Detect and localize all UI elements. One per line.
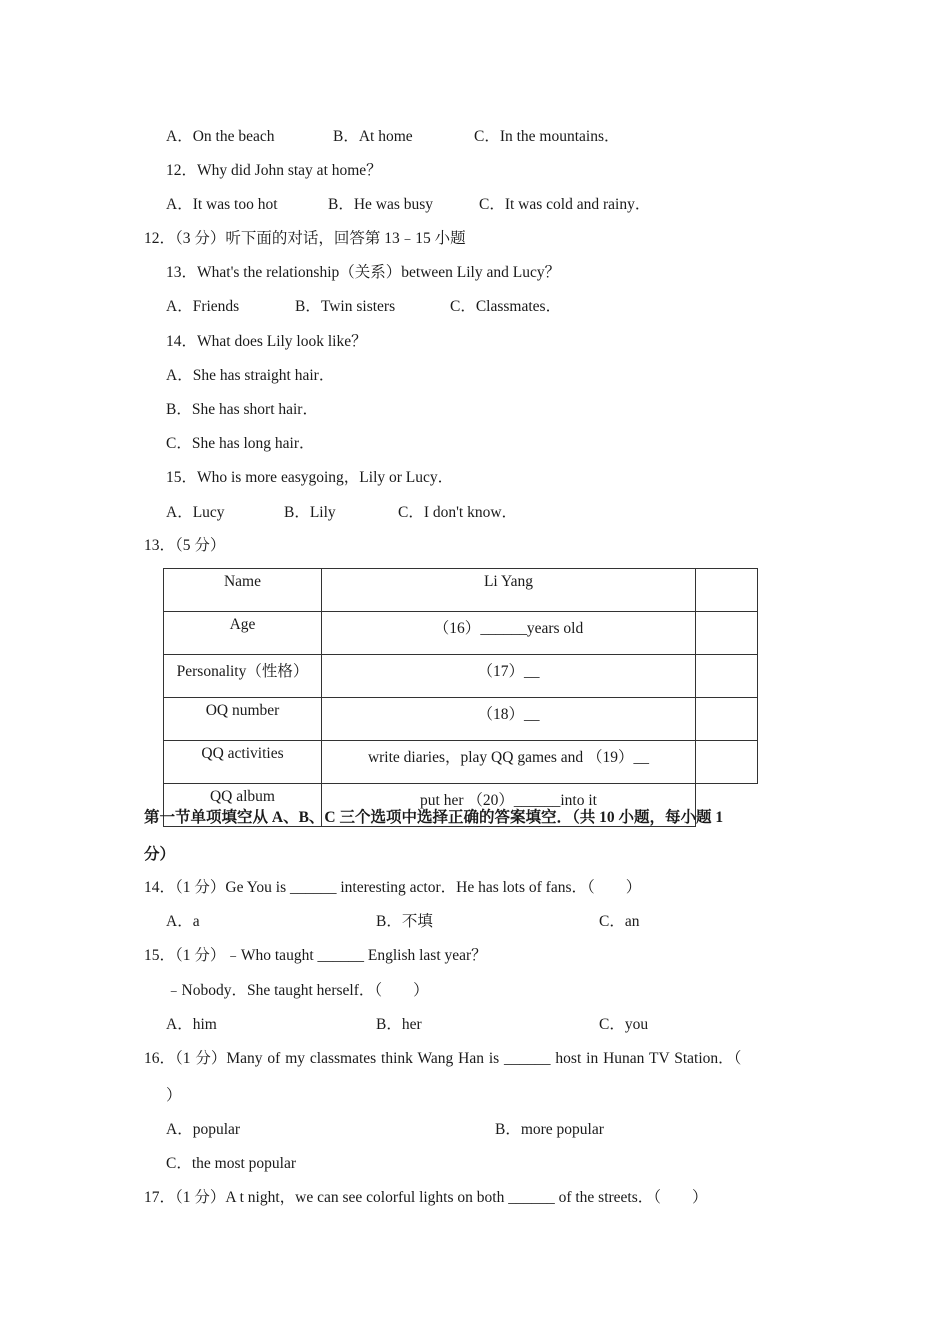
- q11-option-a: A．On the beach: [166, 128, 275, 145]
- table-cell-empty: [696, 655, 758, 698]
- q14-option-b: B．不填: [376, 913, 433, 930]
- table-cell-value: Li Yang: [322, 569, 696, 612]
- table-row: [164, 612, 758, 655]
- q14-option-a: A．a: [166, 913, 200, 930]
- q16-question: 16．（1 分）Many of my classmates think Wang Han is ______ host in Hunan TV Station．（: [144, 1050, 742, 1067]
- q15-option-c: C．you: [599, 1016, 649, 1033]
- table-cell-label: QQ activities: [164, 741, 322, 784]
- table-cell-label: OQ number: [164, 698, 322, 741]
- table-cell-label: QQ album: [164, 784, 322, 827]
- q14-option-c: C．an: [599, 913, 640, 930]
- blank-number: （17）: [477, 663, 524, 680]
- table-cell-empty: [696, 612, 758, 655]
- table-cell-value: [322, 741, 696, 784]
- q14-question: 14．（1 分）Ge You is ______ interesting actor．He has lots of fans．（ ）: [144, 879, 642, 896]
- info-table: [163, 568, 758, 827]
- q16-option-a: A．popular: [166, 1121, 241, 1138]
- q14-sub-option-b: B．She has short hair．: [166, 401, 318, 418]
- answer-blank: __: [524, 663, 540, 680]
- q15-response: ﹣Nobody．She taught herself．（ ）: [166, 982, 429, 999]
- answer-blank: ______: [480, 620, 527, 637]
- q14-sub-question: 14．What does Lily look like？: [166, 333, 367, 350]
- blank-number: （18）: [477, 706, 524, 723]
- table-cell-empty: [696, 569, 758, 612]
- q13-sub-option-c: C．Classmates．: [450, 298, 562, 315]
- table-cell-value: [322, 655, 696, 698]
- q12-sub-option-c: C．It was cold and rainy．: [479, 196, 651, 213]
- table-row: [164, 741, 758, 784]
- q12-sub-option-a: A．It was too hot: [166, 196, 278, 213]
- q12-sub-question: 12．Why did John stay at home？: [166, 162, 382, 179]
- q12-sub-option-b: B．He was busy: [328, 196, 434, 213]
- table-cell-label: Name: [164, 569, 322, 612]
- q15-sub-option-c: C．I don't know．: [398, 504, 518, 521]
- q15-sub-question: 15．Who is more easygoing，Lily or Lucy．: [166, 469, 454, 486]
- table-cell-empty: [696, 698, 758, 741]
- q16-option-c: C．the most popular: [166, 1155, 297, 1172]
- blank-number: put her （20）: [420, 792, 514, 809]
- table-cell-value: [322, 698, 696, 741]
- table-row: [164, 655, 758, 698]
- table-cell-value: [322, 612, 696, 655]
- table-cell-empty: [696, 741, 758, 784]
- value-suffix: years old: [526, 620, 584, 637]
- answer-blank: __: [524, 706, 540, 723]
- table-cell-label: Age: [164, 612, 322, 655]
- table-cell-label: Personality（性格）: [164, 655, 322, 698]
- value-suffix: into it: [560, 792, 597, 809]
- q13-sub-option-a: A．Friends: [166, 298, 240, 315]
- q13-sub-question: 13．What's the relationship（关系）between Lily and Lucy？: [166, 264, 561, 281]
- q13-sub-option-b: B．Twin sisters: [295, 298, 396, 315]
- answer-blank: ______: [513, 792, 561, 809]
- blank-number: （16）: [433, 620, 481, 637]
- answer-blank: __: [633, 749, 650, 766]
- table-row: [164, 698, 758, 741]
- q15-option-a: A．him: [166, 1016, 217, 1033]
- q15-sub-option-a: A．Lucy: [166, 504, 225, 521]
- section-title-continued: 分）: [144, 846, 176, 863]
- q16-option-b: B．more popular: [495, 1121, 604, 1138]
- blank-number: write diaries，play QQ games and （19）: [367, 749, 634, 766]
- q11-option-b: B．At home: [333, 128, 413, 145]
- q14-sub-option-a: A．She has straight hair．: [166, 367, 335, 384]
- q14-sub-option-c: C．She has long hair．: [166, 435, 315, 452]
- table-row: [164, 569, 758, 612]
- q12-header: 12．（3 分）听下面的对话，回答第 13﹣15 小题: [144, 230, 466, 247]
- q17-question: 17．（1 分）A t night，we can see colorful lights on both ______ of the streets．（ ）: [144, 1189, 708, 1206]
- q15-option-b: B．her: [376, 1016, 422, 1033]
- q11-option-c: C．In the mountains．: [474, 128, 620, 145]
- q15-sub-option-b: B．Lily: [284, 504, 336, 521]
- q13-header: 13．（5 分）: [144, 537, 226, 554]
- q16-close-paren: ）: [166, 1087, 182, 1104]
- section-title: 第一节单项填空从 A、B、C 三个选项中选择正确的答案填空．（共 10 小题，每小题 1: [144, 809, 724, 826]
- q15-question: 15．（1 分）﹣Who taught ______ English last year？: [144, 947, 487, 964]
